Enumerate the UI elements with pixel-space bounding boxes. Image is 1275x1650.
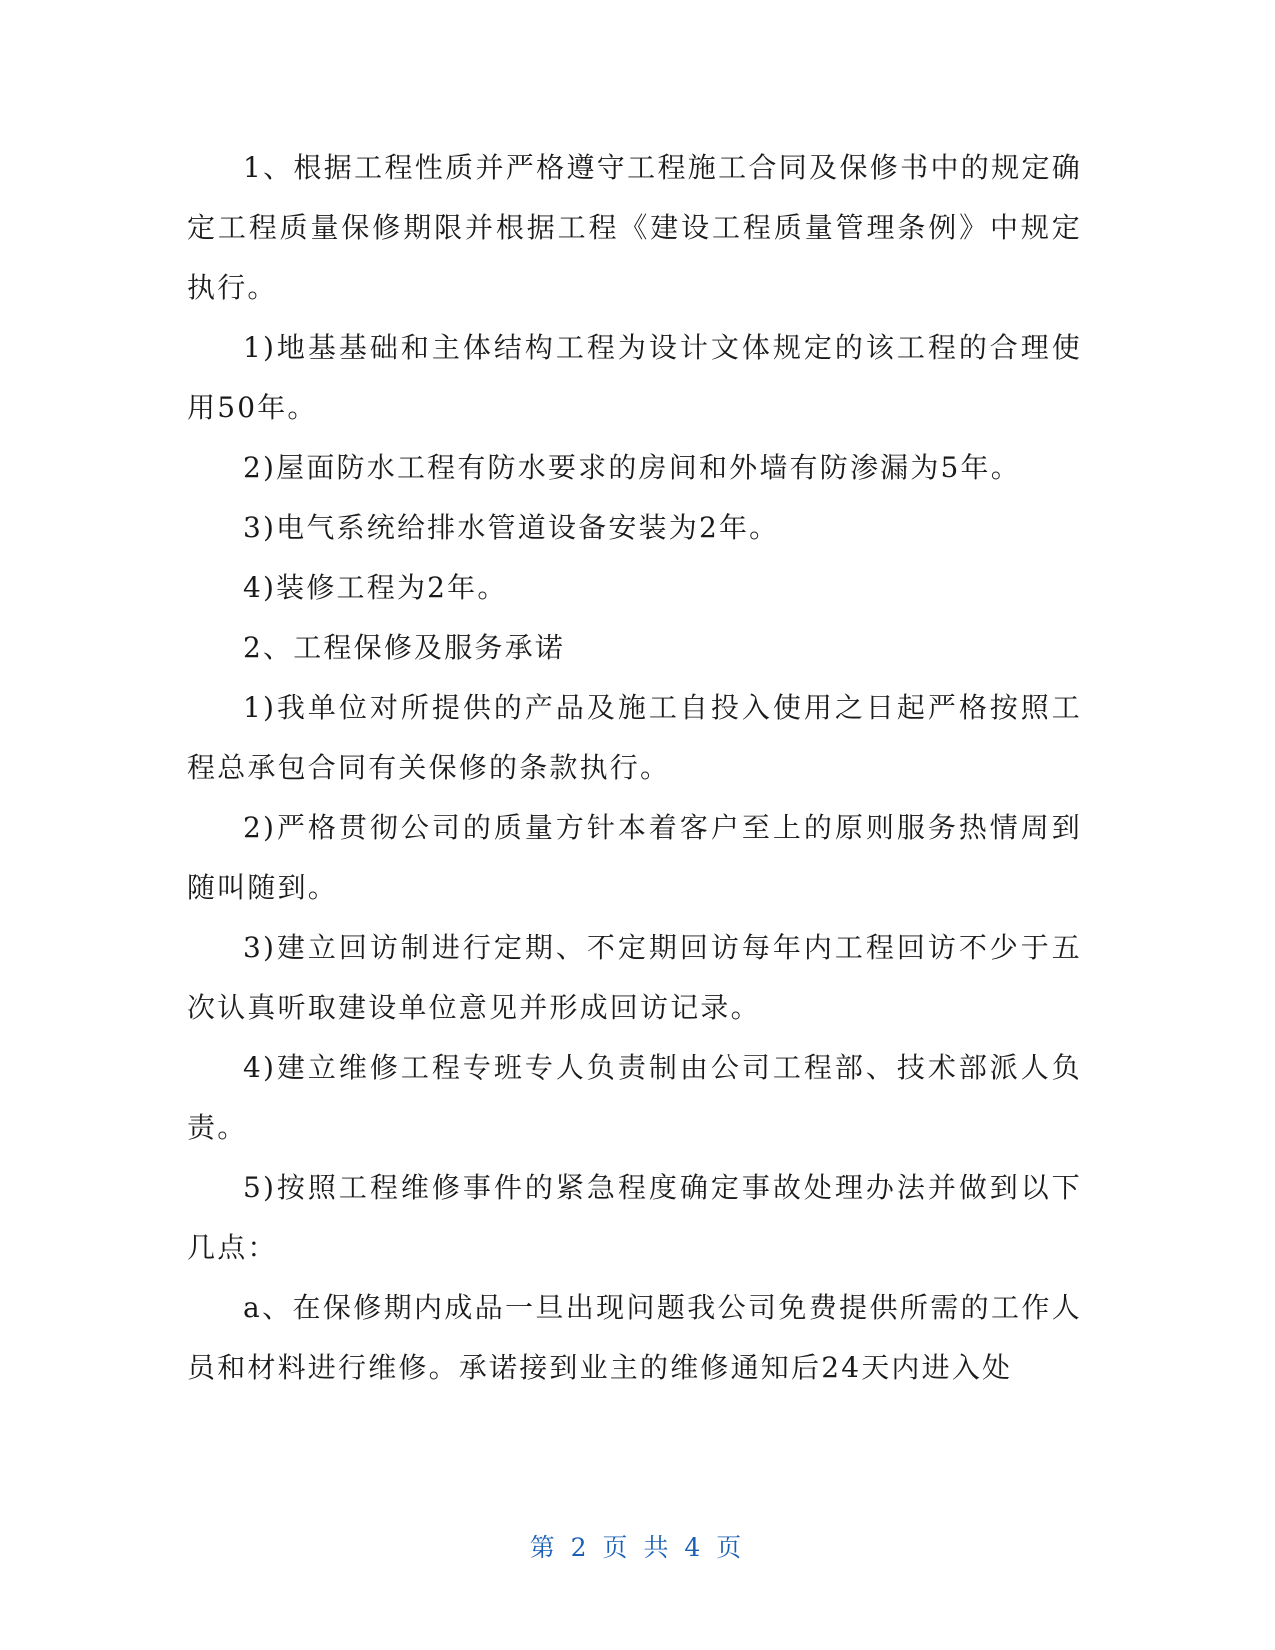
paragraph: 5)按照工程维修事件的紧急程度确定事故处理办法并做到以下几点： <box>187 1171 1082 1264</box>
paragraph: 3)电气系统给排水管道设备安装为2年。 <box>243 511 780 544</box>
paragraph: 1、根据工程性质并严格遵守工程施工合同及保修书中的规定确定工程质量保修期限并根据工程《建设工程质量管理条例》中规定执行。 <box>187 151 1082 304</box>
paragraph: 1)地基基础和主体结构工程为设计文体规定的该工程的合理使用50年。 <box>187 331 1082 424</box>
paragraph: a、在保修期内成品一旦出现问题我公司免费提供所需的工作人员和材料进行维修。承诺接到业主的维修通知后24天内进入处 <box>187 1291 1082 1384</box>
paragraph: 4)建立维修工程专班专人负责制由公司工程部、技术部派人负责。 <box>187 1051 1082 1144</box>
paragraph: 2)严格贯彻公司的质量方针本着客户至上的原则服务热情周到随叫随到。 <box>187 811 1082 904</box>
section-heading: 2、工程保修及服务承诺 <box>243 631 566 664</box>
page-number-footer: 第 2 页 共 4 页 <box>529 1533 746 1562</box>
document-body <box>187 138 1082 1398</box>
paragraph: 1)我单位对所提供的产品及施工自投入使用之日起严格按照工程总承包合同有关保修的条款执行。 <box>187 691 1082 784</box>
paragraph: 3)建立回访制进行定期、不定期回访每年内工程回访不少于五次认真听取建设单位意见并形成回访记录。 <box>187 931 1082 1024</box>
paragraph: 2)屋面防水工程有防水要求的房间和外墙有防渗漏为5年。 <box>243 451 1021 484</box>
paragraph: 4)装修工程为2年。 <box>243 571 508 604</box>
